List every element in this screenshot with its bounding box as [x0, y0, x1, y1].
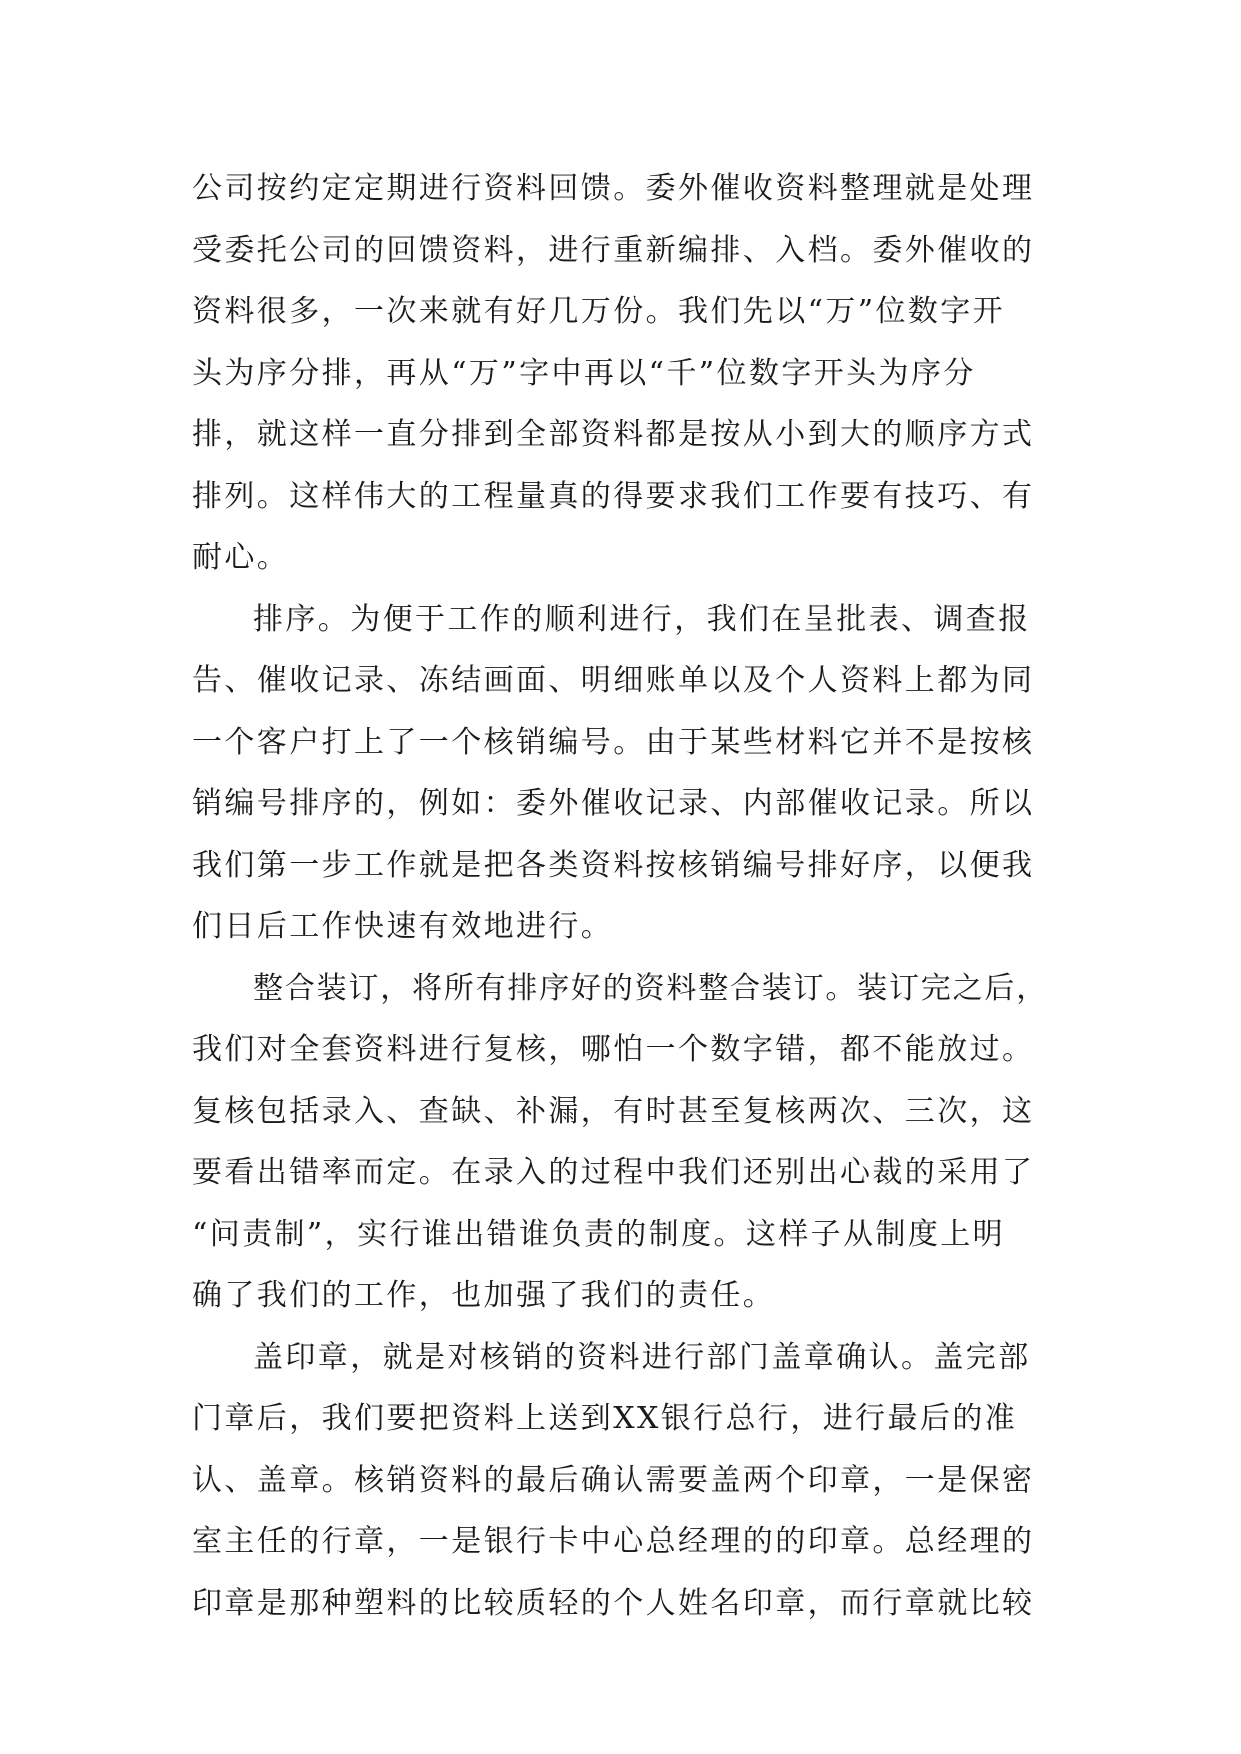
text-line: 确了我们的工作，也加强了我们的责任。	[192, 1278, 776, 1313]
text-line: 受委托公司的回馈资料，进行重新编排、入档。委外催收的	[192, 232, 1035, 268]
text-line: 排列。这样伟大的工程量真的得要求我们工作要有技巧、有	[192, 478, 1035, 514]
paragraph-first-line: 盖印章，就是对核销的资料进行部门盖章确认。盖完部	[253, 1339, 1031, 1375]
text-line: 我们第一步工作就是把各类资料按核销编号排好序，以便我	[192, 847, 1035, 883]
text-line: 一个客户打上了一个核销编号。由于某些材料它并不是按核	[192, 724, 1035, 760]
document-body	[192, 158, 1052, 1634]
text-line: 公司按约定定期进行资料回馈。委外催收资料整理就是处理	[192, 171, 1035, 206]
text-line: 要看出错率而定。在录入的过程中我们还别出心裁的采用了	[192, 1155, 1035, 1190]
text-line: 复核包括录入、查缺、补漏，有时甚至复核两次、三次，这	[192, 1093, 1035, 1129]
text-line: 我们对全套资料进行复核，哪怕一个数字错，都不能放过。	[192, 1032, 1035, 1067]
text-line: 头为序分排，再从“万”字中再以“千”位数字开头为序分	[192, 355, 976, 391]
text-line: 室主任的行章，一是银行卡中心总经理的的印章。总经理的	[192, 1524, 1035, 1559]
paragraph-first-line: 整合装订，将所有排序好的资料整合装订。装订完之后，	[253, 970, 1048, 1006]
paragraph-first-line: 排序。为便于工作的顺利进行，我们在呈批表、调查报	[253, 601, 1031, 637]
text-line: 排，就这样一直分排到全部资料都是按从小到大的顺序方式	[192, 417, 1035, 452]
text-line: 们日后工作快速有效地进行。	[192, 909, 614, 944]
text-line: 认、盖章。核销资料的最后确认需要盖两个印章，一是保密	[192, 1462, 1035, 1498]
text-line: 印章是那种塑料的比较质轻的个人姓名印章，而行章就比较	[192, 1585, 1035, 1621]
text-line: 告、催收记录、冻结画面、明细账单以及个人资料上都为同	[192, 663, 1035, 698]
text-line: 资料很多，一次来就有好几万份。我们先以“万”位数字开	[192, 294, 1006, 329]
text-line: 销编号排序的，例如：委外催收记录、内部催收记录。所以	[192, 786, 1035, 821]
text-line: “问责制”，实行谁出错谁负责的制度。这样子从制度上明	[192, 1216, 1006, 1252]
text-line: 耐心。	[192, 540, 290, 575]
text-line: 门章后，我们要把资料上送到XX银行总行，进行最后的准	[192, 1401, 1018, 1436]
